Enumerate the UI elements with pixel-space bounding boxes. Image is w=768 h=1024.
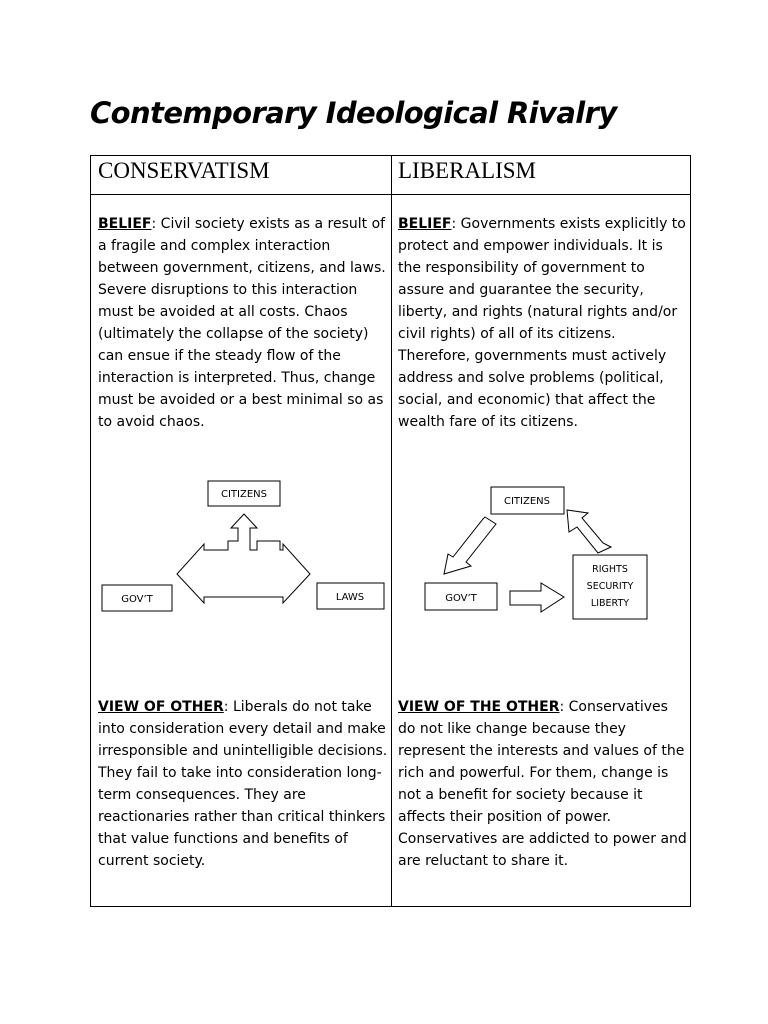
liberty-label: LIBERTY [590, 598, 630, 609]
arrow-rights-to-citizens [567, 510, 611, 553]
belief-text: : Governments exists explicitly to protect and empower individuals. It is the responsibility of government to assure and guarantee the security, liberty, and rights (natural rights and/or civil rights) of all of its citizens. Therefore, governments must actively address and solve problems (political, social, and economic) that affect the wealth fare of its citizens. [398, 216, 686, 430]
view-text: : Conservatives do not like change because they represent the interests and values of the rich and powerful. For them, change is not a benefit for society because it affects their position of power. Conservatives are addicted to power and are reluctant to share it. [398, 699, 687, 869]
security-label: SECURITY [586, 581, 634, 592]
liberalism-diagram [391, 471, 691, 631]
belief-text: : Civil society exists as a result of a fragile and complex interaction between government, citizens, and laws. Severe disruptions to this interaction must be avoided at all costs. Chaos (ultimately the collapse of the society) can ensue if the steady flow of the interaction is interpreted. Thus, change must be avoided or a best minimal so as to avoid chaos. [98, 216, 386, 430]
belief-label: BELIEF [98, 216, 152, 232]
citizens-label: CITIZENS [221, 489, 267, 500]
belief-label: BELIEF [398, 216, 452, 232]
liberalism-heading: LIBERALISM [398, 158, 536, 183]
view-label: VIEW OF OTHER [98, 699, 224, 715]
conservatism-heading: CONSERVATISM [98, 158, 270, 183]
govt-label: GOV’T [445, 593, 477, 604]
laws-label: LAWS [335, 592, 365, 603]
liberalism-belief [398, 213, 688, 433]
rights-label: RIGHTS [592, 564, 628, 575]
view-label: VIEW OF THE OTHER [398, 699, 560, 715]
view-text: : Liberals do not take into consideration every detail and make irresponsible and unintelligible decisions. They fail to take into consideration long-term consequences. They are reactionaries rather than critical thinkers that value functions and benefits of current society. [98, 699, 388, 869]
govt-label: GOV’T [121, 594, 153, 605]
comparison-table [90, 155, 691, 907]
citizens-label: CITIZENS [504, 496, 550, 507]
liberalism-view [398, 696, 688, 872]
three-way-arrow [177, 514, 310, 603]
conservatism-diagram [91, 471, 391, 621]
page-title: Contemporary Ideological Rivalry [90, 96, 617, 130]
conservatism-view [98, 696, 391, 872]
arrow-govt-to-rights [510, 583, 564, 612]
arrow-citizens-to-govt [444, 517, 496, 574]
conservatism-belief [98, 213, 388, 433]
header-divider [91, 194, 690, 195]
